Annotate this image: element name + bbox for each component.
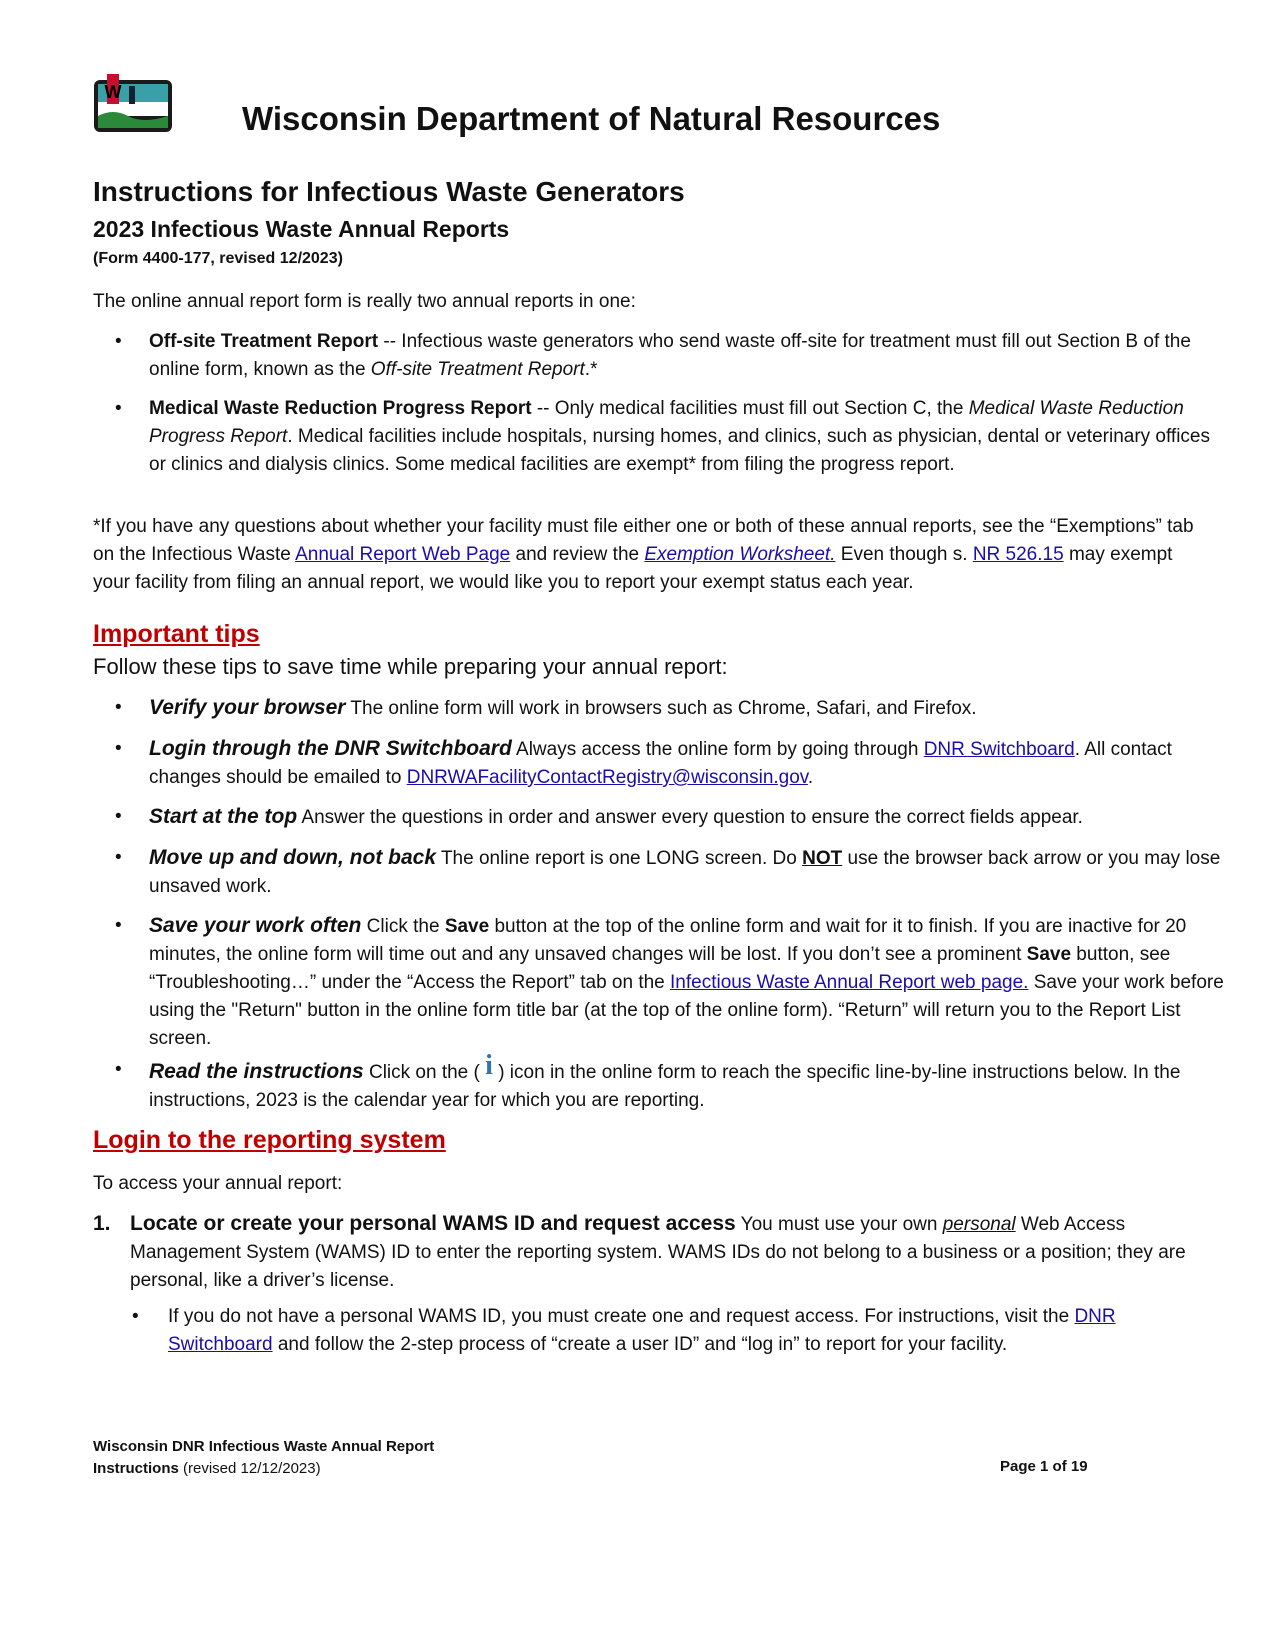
document-title: Instructions for Infectious Waste Generators: [93, 176, 685, 207]
page-number: Page 1 of 19: [1000, 1458, 1088, 1475]
tip-text: Save your work before using the "Return" button in the online form title bar (at the top of the online form). “Return” will return you to the Report List screen.: [149, 972, 1224, 1049]
emphasis-not: NOT: [802, 848, 843, 869]
note-text: *If you have any questions about whether your facility must file either one or both of these annual reports, see the “Exemptions” tab on the Infectious Waste: [93, 516, 1194, 565]
item-text: .*: [584, 359, 598, 380]
tip-text: Answer the questions in order and answer every question to ensure the correct fields appear.: [297, 807, 1083, 828]
footer: [93, 1436, 434, 1480]
list-item: [115, 395, 1229, 479]
tip-text: The online report is one LONG screen. Do: [436, 848, 803, 869]
list-item: [115, 1050, 1229, 1115]
bullet-icon: [115, 912, 122, 940]
svg-text:W: W: [104, 82, 122, 102]
sub-text: and follow the 2-step process of “create a user ID” and “log in” to report for your facility.: [272, 1334, 1008, 1355]
tip-text: Click on the (: [363, 1062, 486, 1083]
exemption-worksheet-link[interactable]: Exemption Worksheet.: [644, 544, 836, 565]
save-label: Save: [1026, 944, 1072, 965]
step-title: Locate or create your personal WAMS ID and request access: [130, 1212, 736, 1235]
note-text: may exempt your facility from filing an annual report, we would like you to report your exempt status each year.: [93, 544, 1173, 593]
tip-text: The online form will work in browsers such as Chrome, Safari, and Firefox.: [345, 698, 977, 719]
list-item: [132, 1303, 1218, 1359]
tip-text: button, see “Troubleshooting…” under the “Access the Report” tab on the: [149, 944, 1171, 993]
bullet-icon: [115, 735, 122, 763]
item-italic: Medical Waste Reduction Progress Report: [149, 398, 1184, 447]
section-heading-tips: Important tips: [93, 620, 260, 648]
note-text: Even though s.: [835, 544, 973, 565]
agency-name: Wisconsin Department of Natural Resources: [242, 100, 941, 137]
section-heading-login: Login to the reporting system: [93, 1126, 446, 1154]
contact-email-link[interactable]: DNRWAFacilityContactRegistry@wisconsin.gov: [406, 767, 808, 788]
footer-line2: [93, 1458, 434, 1480]
tip-title: Save your work often: [149, 914, 362, 937]
list-item: [115, 328, 1229, 384]
step-text: You must use your own: [735, 1214, 943, 1235]
nr-526-link[interactable]: NR 526.15: [972, 544, 1064, 565]
tip-title: Read the instructions: [149, 1060, 364, 1083]
form-note: (Form 4400-177, revised 12/2023): [93, 250, 343, 267]
bullet-icon: [132, 1303, 139, 1331]
login-lead: To access your annual report:: [93, 1173, 343, 1194]
info-icon: i: [485, 1050, 493, 1081]
list-item: [115, 735, 1229, 792]
note-text: and review the: [510, 544, 645, 565]
tip-text: Always access the online form by going through: [511, 739, 924, 760]
item-text: -- Only medical facilities must fill out Section C, the: [531, 398, 969, 419]
footer-instructions: Instructions: [93, 1460, 179, 1477]
footer-revised: (revised 12/12/2023): [178, 1460, 321, 1477]
item-title: Medical Waste Reduction Progress Report: [149, 398, 532, 419]
list-item: [115, 803, 1229, 832]
bullet-icon: [115, 395, 122, 423]
tip-title: Start at the top: [149, 805, 298, 828]
bullet-icon: [115, 844, 122, 872]
tip-text: .: [807, 767, 814, 788]
tip-title: Verify your browser: [149, 696, 346, 719]
intro-lead: The online annual report form is really two annual reports in one:: [93, 291, 636, 312]
step-text: Web Access Management System (WAMS) ID to enter the reporting system. WAMS IDs do not belong to a business or a position; they are personal, like a driver’s license.: [130, 1214, 1186, 1291]
tip-text: ) icon in the online form to reach the specific line-by-line instructions below. In the instructions, 2023 is the calendar year for which you are reporting.: [149, 1062, 1181, 1111]
bullet-icon: [115, 328, 122, 356]
exemption-note: [93, 513, 1203, 597]
bullet-icon: [115, 694, 122, 722]
dnr-switchboard-link[interactable]: DNR Switchboard: [923, 739, 1075, 760]
tips-lead: Follow these tips to save time while preparing your annual report:: [93, 654, 728, 679]
dnr-switchboard-link[interactable]: DNR Switchboard: [168, 1306, 1116, 1355]
list-item: [115, 694, 1229, 723]
numbered-step: [93, 1210, 1240, 1295]
document-subtitle: 2023 Infectious Waste Annual Reports: [93, 216, 510, 242]
list-item: [115, 912, 1229, 1053]
tip-text: . All contact changes should be emailed to: [149, 739, 1172, 788]
dnr-logo: [93, 72, 175, 134]
bullet-icon: [115, 803, 122, 831]
step-italic: personal: [942, 1214, 1016, 1235]
item-text: -- Infectious waste generators who send waste off-site for treatment must fill out Section B of the online form, known as the: [149, 331, 1191, 380]
bullet-icon: [115, 1056, 122, 1084]
infectious-waste-page-link[interactable]: Infectious Waste Annual Report web page.: [670, 972, 1029, 993]
item-text: . Medical facilities include hospitals, nursing homes, and clinics, such as physician, dental or veterinary offices or clinics and dialysis clinics. Some medical facilities are exempt* from filing the progress report.: [149, 426, 1211, 475]
tip-text: use the browser back arrow or you may lose unsaved work.: [149, 848, 1221, 897]
tip-title: Move up and down, not back: [149, 846, 437, 869]
item-italic: Off-site Treatment Report: [370, 359, 585, 380]
list-item: [115, 844, 1229, 901]
sub-text: If you do not have a personal WAMS ID, you must create one and request access. For instructions, visit the: [168, 1306, 1075, 1327]
tip-title: Login through the DNR Switchboard: [149, 737, 512, 760]
footer-line1: Wisconsin DNR Infectious Waste Annual Report: [93, 1438, 435, 1455]
annual-report-link[interactable]: Annual Report Web Page: [295, 544, 511, 565]
tip-text: Click the: [361, 916, 445, 937]
step-number: 1.: [93, 1212, 111, 1235]
tip-text: button at the top of the online form and wait for it to finish. If you are inactive for 20 minutes, the online form will time out and any unsaved changes will be lost. If you don’t see a prominent: [149, 916, 1187, 965]
save-label: Save: [444, 916, 490, 937]
item-title: Off-site Treatment Report: [149, 331, 379, 352]
